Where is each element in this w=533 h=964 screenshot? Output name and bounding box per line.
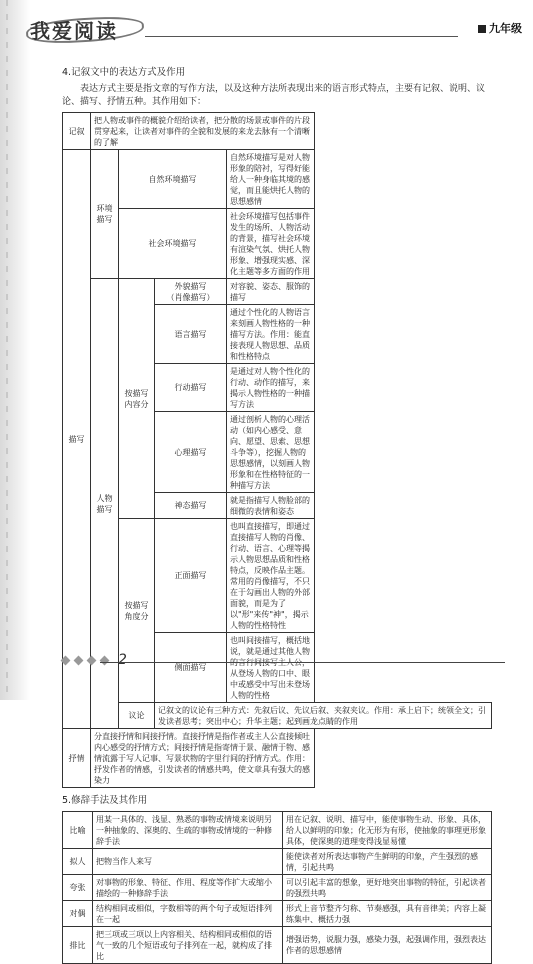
natural-env-desc: 自然环境描写是对人物形象的陪衬，写得好能给人一种身临其境的感觉，而且能烘托人物的思想感情 [227,150,315,209]
rhetoric-def: 结构相同或相似，字数相等的两个句子或短语排列在一起 [93,901,283,927]
section4-title: 4.记叙文中的表达方式及作用 [62,67,186,78]
shuqing-text: 分直接抒情和间接抒情。直接抒情是指作者或主人公直接倾吐内心感受的抒情方式；间接抒情是指寄情于景、融情于物、感情流露于写人记事、写景状物的字里行间的抒情方式。作用：抒发作者的情感，引发读者的情感共鸣，使文章具有强大的感染力 [91,729,315,788]
waimao-sub-text: （肖像描写） [166,292,215,302]
xingdong-desc: 是通过对人物个性化的行动、动作的描写，来揭示人物性格的一种描写方法 [227,364,315,412]
table-row [63,729,492,788]
page-header [30,16,522,42]
rhetoric-def: 用某一具体的、浅显、熟悉的事物或情境来说明另一种抽象的、深奥的、生疏的事物或情境的一种修辞手法 [93,812,283,849]
rhetoric-def: 把物当作人来写 [93,849,283,875]
neirong-label: 按描写内容分 [119,279,155,519]
section4-intro: 表达方式主要是指文章的写作方法，以及这种方法所表现出来的语言形式特点，主要有记叙、说明、议论、描写、抒情五种。其作用如下： [62,84,486,107]
table-row [63,875,492,901]
yilun-text: 记叙文的议论有三种方式：先叙后议、先议后叙、夹叙夹议。作用：承上启下；统领全文；引发读者思考；突出中心；升华主题；起到画龙点睛的作用 [155,703,492,729]
row-label-shuqing: 抒情 [63,729,91,788]
table-row [63,812,492,849]
header-rule [145,36,458,37]
rhetoric-name: 排比 [63,927,93,964]
renwu-label: 人物描写 [91,279,119,729]
page-footer [62,650,127,670]
row-label-yilun: 议论 [119,703,155,729]
footer-rule [100,662,505,663]
table-row [63,519,492,633]
social-env-name: 社会环境描写 [119,209,227,279]
waimao-name-text: 外貌描写 [174,281,207,291]
cemian-name: 侧面描写 [155,633,227,703]
table-row [63,150,492,209]
rhetoric-name: 对偶 [63,901,93,927]
jixu-text: 把人物或事件的概貌介绍给读者，把分散的场景或事件的片段贯穿起来，让读者对事件的全貌和发展的来龙去脉有一个清晰的了解 [91,113,315,150]
xinli-name: 心理描写 [155,412,227,493]
zhengmian-name: 正面描写 [155,519,227,633]
yuyan-desc: 通过个性化的人物语言来刻画人物性格的一种描写方法。作用：能直接表现人物思想、品质和性格特点 [227,305,315,364]
table-row [63,927,492,964]
table-row [63,279,492,305]
grade-text: 九年级 [489,22,522,35]
section5-title: 5.修辞手法及其作用 [62,795,148,806]
table-row [63,209,492,279]
diamond-icon [100,655,110,665]
yuyan-name: 语言描写 [155,305,227,364]
rhetoric-table [62,811,492,964]
social-env-desc: 社会环境描写包括事件发生的场所、人物活动的背景，描写社会环境有渲染气氛、烘托人物形象、增强现实感、深化主题等多方面的作用 [227,209,315,279]
table-row [63,113,492,150]
diamond-icon [74,655,84,665]
diamond-icon [61,655,71,665]
grade-label [478,20,522,36]
expression-table [62,112,492,788]
shentai-name: 神态描写 [155,493,227,519]
waimao-name [155,279,227,305]
diamond-icon [87,655,97,665]
rhetoric-effect: 形式上音节整齐匀称、节奏感强，具有音律美；内容上凝练集中、概括力强 [283,901,492,927]
rhetoric-effect: 增强语势，说服力强，感染力强，起强调作用，强烈表达作者的思想感情 [283,927,492,964]
rhetoric-name: 拟人 [63,849,93,875]
rhetoric-name: 夸张 [63,875,93,901]
rhetoric-effect: 可以引起丰富的想象，更好地突出事物的特征，引起读者的强烈共鸣 [283,875,492,901]
xinli-desc: 通过剖析人物的心理活动（如内心感受、意向、愿望、思索、思想斗争等），挖掘人物的思想感情，以刻画人物形象和在性格特征的一种描写方法 [227,412,315,493]
row-label-jixu: 记叙 [63,113,91,150]
side-decoration [0,0,30,700]
cemian-desc: 也叫间接描写，概括地说，就是通过其他人物的言行间接写主人公，从登场人物的口中、眼中或感受中写出未登场人物的性格 [227,633,315,703]
rhetoric-effect: 用在记叙、说明、描写中，能使事物生动、形象、具体，给人以鲜明的印象；化无形为有形，使抽象的事理更形象具体，使深奥的道理变得浅显易懂 [283,812,492,849]
row-label-miaoxie: 描写 [63,150,91,729]
square-icon [478,25,486,33]
zhengmian-desc: 也叫直接描写，即通过直接描写人物的肖像、行动、语言、心理等揭示人物思想品质和性格特点，反映作品主题。常用的肖像描写，不只在于勾画出人物的外部面貌，而是为了以"形"来传"神"，揭示人物的性格特性 [227,519,315,633]
rhetoric-effect: 能使读者对所表达事物产生鲜明的印象，产生强烈的感情，引起共鸣 [283,849,492,875]
page-content [62,66,492,964]
rhetoric-def: 把三项或三项以上内容相关、结构相同或相似的语气一致的几个短语或句子排列在一起，就构成了排比 [93,927,283,964]
jiaodu-label: 按描写角度分 [119,519,155,703]
table-row [63,703,492,729]
rhetoric-def: 对事物的形象、特征、作用、程度等作扩大或缩小描绘的一种修辞手法 [93,875,283,901]
natural-env-name: 自然环境描写 [119,150,227,209]
huanjing-label: 环境描写 [91,150,119,279]
xingdong-name: 行动描写 [155,364,227,412]
waimao-desc: 对容貌、姿态、服饰的描写 [227,279,315,305]
logo-text: 我爱阅读 [30,18,118,43]
rhetoric-name: 比喻 [63,812,93,849]
table-row [63,901,492,927]
table-row [63,849,492,875]
page-number: 2 [118,652,127,668]
shentai-desc: 就是指描写人物脸部的细微的表情和姿态 [227,493,315,519]
